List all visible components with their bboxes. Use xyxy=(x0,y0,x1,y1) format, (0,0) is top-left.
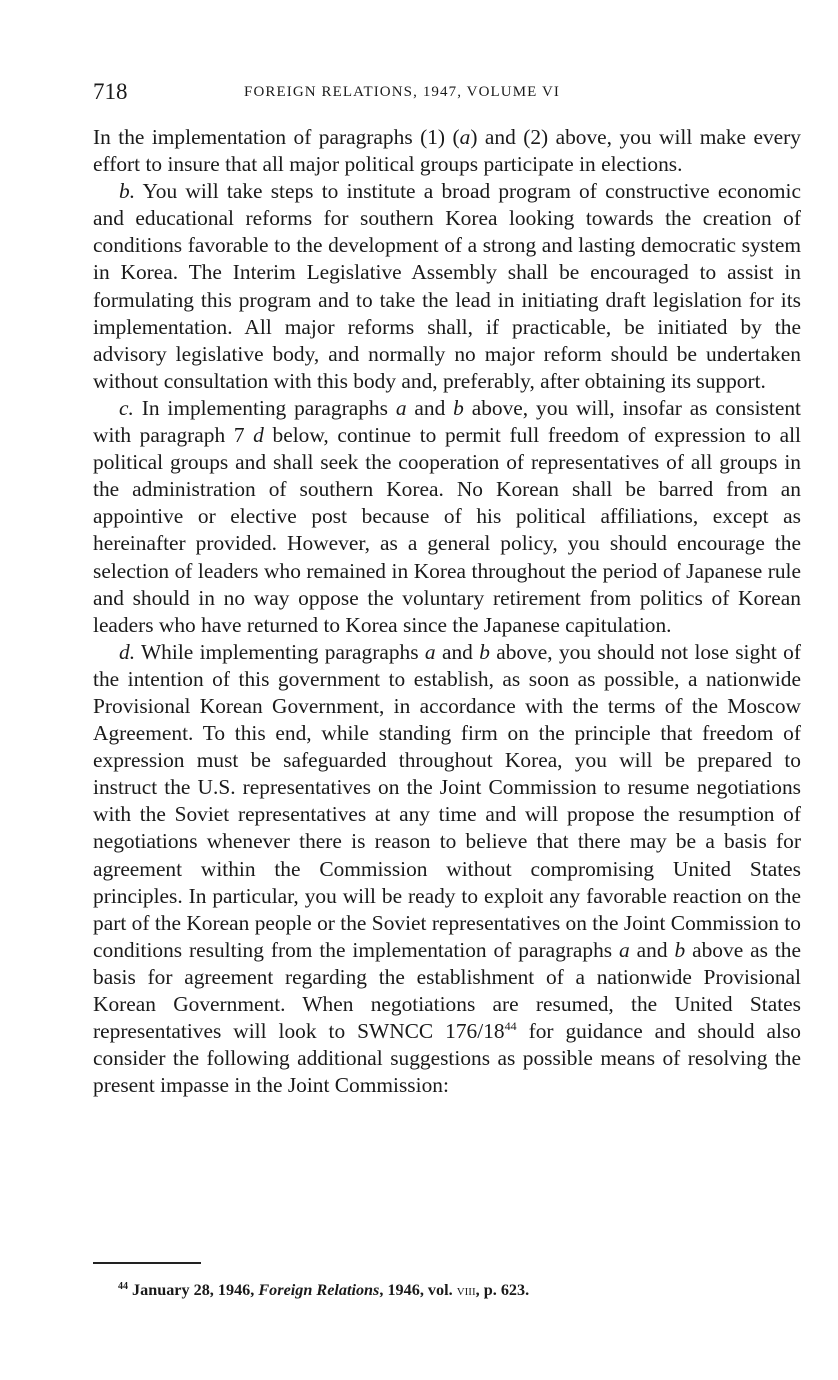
running-head: FOREIGN RELATIONS, 1947, VOLUME VI xyxy=(244,84,561,100)
page-number: 718 xyxy=(93,79,128,104)
paragraph-c: c. In implementing paragraphs a and b above, you will, insofar as consistent with paragraph 7 d below, continue to permit full freedom of expression to all political groups and shall seek the cooperation of representatives of all groups in the administration of southern Korea. No Korean shall be barred from an appointive or elective post because of his political affiliations, except as hereinafter provided. However, as a general policy, you should encourage the selection of leaders who remained in Korea throughout the period of Japanese rule and should in no way oppose the voluntary retirement from politics of Korean leaders who have returned to Korea since the Japanese capitulation. xyxy=(93,395,801,637)
footnote: $^{44}$ January 28, 1946, Foreign Relations, 1946, vol. viii, p. 623. xyxy=(118,1281,530,1299)
paragraph-label: c. xyxy=(119,395,134,420)
footnote-marker: 44 xyxy=(118,1281,128,1292)
footnote-divider xyxy=(93,1262,201,1264)
paragraph-label: d. xyxy=(119,639,136,664)
page-header xyxy=(93,78,805,108)
body-text xyxy=(93,124,801,1099)
paragraph-continuation: In the implementation of paragraphs (1) (a) and (2) above, you will make every effort to insure that all major political groups participate in elections. xyxy=(93,125,801,177)
footnote-reference: 44 xyxy=(504,1019,517,1034)
paragraph-label: b. xyxy=(119,179,136,204)
paragraph-b: b. You will take steps to institute a broad program of constructive economic and educational reforms for southern Korea looking towards the creation of conditions favorable to the development of a strong and lasting democratic system in Korea. The Interim Legislative Assembly shall be encouraged to assist in formulating this program and to take the lead in initiating draft legislation for its implementation. All major reforms shall, if practicable, be initiated by the advisory legislative body, and normally no major reform should be undertaken without consultation with this body and, preferably, after obtaining its support. xyxy=(93,179,801,393)
paragraph-d: d. While implementing paragraphs a and b above, you should not lose sight of the intention of this government to establish, as soon as possible, a nationwide Provisional Korean Government, in accordance with the terms of the Moscow Agreement. To this end, while standing firm on the principle that freedom of expression must be safeguarded throughout Korea, you will be prepared to instruct the U.S. representatives on the Joint Commission to resume negotiations with the Soviet representatives at any time and will propose the resumption of negotiations whenever there is reason to believe that there may be a basis for agreement within the Commission without compromising United States principles. In particular, you will be ready to exploit any favorable reaction on the part of the Korean people or the Soviet representatives on the Joint Commission to conditions resulting from the implementation of paragraphs a and b above as the basis for agreement regarding the establishment of a nationwide Provisional Korean Government. When negotiations are resumed, the United States representatives will look to SWNCC 176/18$^{44}$ for guidance and should also consider the following additional suggestions as possible means of resolving the present impasse in the Joint Commission: xyxy=(93,639,802,1098)
